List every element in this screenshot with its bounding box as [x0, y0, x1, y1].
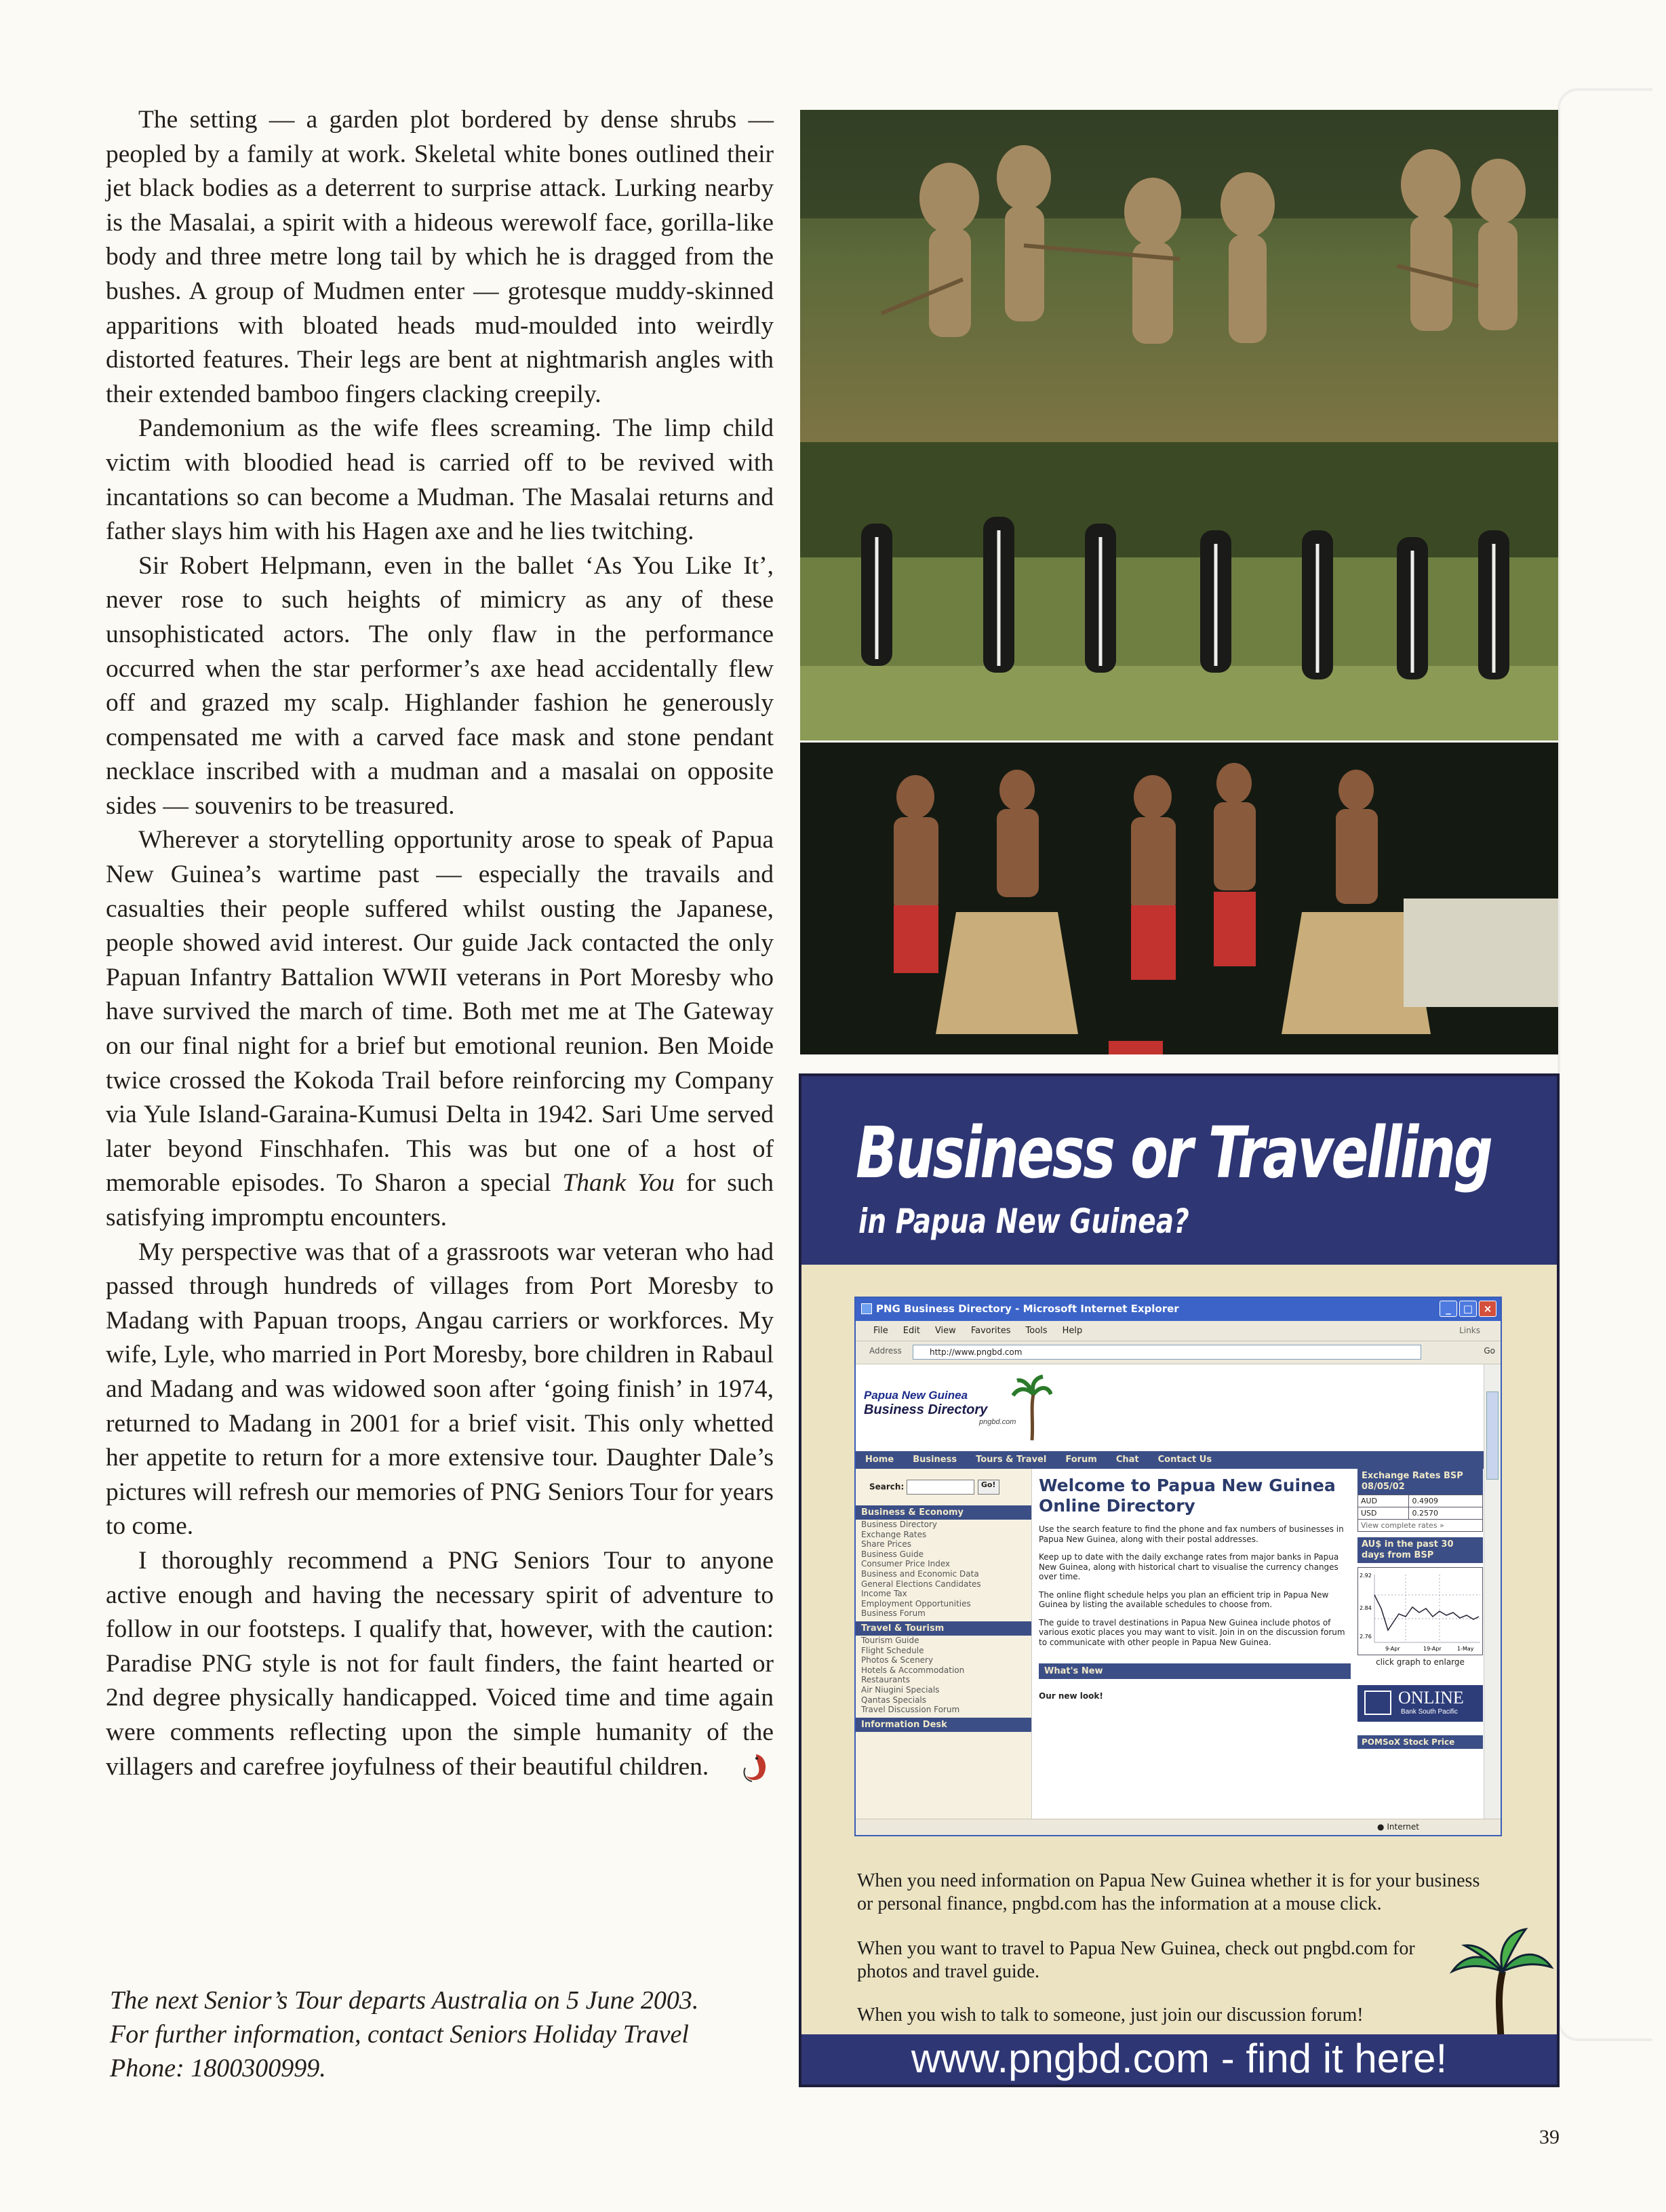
welcome-paragraph: Keep up to date with the daily exchange rates from major banks in Papua New Guinea, along with historical chart to visualise the currency changes over time. — [1039, 1552, 1339, 1581]
mudmen-photo — [800, 110, 1558, 442]
browser-title: PNG Business Directory - Microsoft Internet Explorer — [876, 1303, 1179, 1315]
graph-x-tick: 19-Apr — [1423, 1646, 1442, 1652]
site-right-column — [1357, 1469, 1483, 1749]
sidebar-heading: Information Desk — [856, 1718, 1031, 1732]
welcome-paragraph: Use the search feature to find the phone and fax numbers of businesses in Papua New Guinea, along with their postal addresses. — [1039, 1524, 1344, 1544]
graph-y-tick: 2.76 — [1360, 1634, 1372, 1640]
links-toolbar[interactable]: Links — [1459, 1326, 1480, 1335]
search-go-button[interactable]: Go! — [978, 1480, 999, 1495]
website-page — [856, 1364, 1485, 1823]
online-sub-label: Bank South Pacific — [1401, 1708, 1458, 1716]
table-row — [1358, 1520, 1483, 1532]
article-paragraph: My perspective was that of a grassroots war veteran who had passed through hundreds of villages from Port Moresby to Madang with Papuan troops, Angau carriers or workforces. My wife, Lyle, who married in Port Moresby, bore children in Rabaul and Madang and was widowed soon after ‘going finish’ in 1974, returned to Madang in 2001 for a brief visit. This only whetted her appetite to return for a more extensive tour. Daughter Dale’s pictures will refresh our memories of PNG Seniors Tour for years to come. — [106, 1238, 774, 1541]
palm-tree-icon — [1012, 1374, 1052, 1442]
article-paragraph: Pandemonium as the wife flees screaming. The limp child victim with bloodied head is carried off to be revived with incantations so can become a Mudman. The Masalai returns and father slays him with his Hagen axe and he lies twitching. — [106, 414, 774, 546]
address-bar — [856, 1341, 1501, 1364]
pngbd-advertisement — [799, 1073, 1560, 2087]
nav-home[interactable]: Home — [865, 1455, 894, 1465]
skeleton-dancers-photo — [800, 442, 1558, 740]
close-icon[interactable]: × — [1479, 1301, 1496, 1317]
article-paragraph — [106, 1544, 774, 1784]
sidebar-link[interactable]: Restaurants — [861, 1675, 910, 1685]
sidebar-link[interactable]: Business Guide — [861, 1549, 924, 1559]
sidebar-link[interactable]: Consumer Price Index — [861, 1559, 951, 1569]
sidebar-link[interactable]: Income Tax — [861, 1589, 907, 1599]
menu-view[interactable]: View — [934, 1326, 956, 1336]
nav-tours-travel[interactable]: Tours & Travel — [976, 1455, 1047, 1465]
site-logo[interactable] — [864, 1389, 1016, 1426]
table-row — [1358, 1495, 1483, 1507]
paragraph-text: I thoroughly recommend a PNG Seniors Tour to anyone active enough and having the necessary spirit of adventure to follow in our footsteps. I qualify that, however, with the caution: Paradise PNG style is not for fault finders, the faint hearted or 2nd degree physically handicapped. Voiced time and time again were comments reflecting upon the simple humanity of the villagers and carefree joyfulness of their beautiful children. — [106, 1546, 774, 1781]
welcome-heading: Welcome to Papua New Guinea Online Directory — [1039, 1476, 1336, 1516]
article-paragraph: The setting — a garden plot bordered by dense shrubs — peopled by a family at work. Skeletal white bones outlined their jet black bodies as a deterrent to surprise attack. Lurking nearby is the Masalai, a spirit with a hideous werewolf face, gorilla-like body and three metre long tail by which he is dragged from the bushes. A group of Mudmen enter — grotesque muddy-skinned apparitions with bloated heads mud-moulded into weirdly distorted features. Their legs are bent at nightmarish angles with their extended bamboo fingers clacking creepily. — [106, 106, 774, 408]
page-number: 39 — [1539, 2126, 1560, 2148]
show-through-frame — [1558, 88, 1652, 2041]
sidebar-link[interactable]: Employment Opportunities — [861, 1598, 971, 1608]
tour-info-note — [110, 1983, 774, 2085]
sidebar-link[interactable]: Business Directory — [861, 1520, 938, 1529]
graph-y-tick: 2.84 — [1360, 1605, 1372, 1611]
site-main-content — [1039, 1469, 1351, 1823]
menu-help[interactable]: Help — [1062, 1326, 1083, 1336]
rates-table — [1357, 1495, 1483, 1532]
sidebar-links — [856, 1520, 1031, 1619]
new-look-text[interactable]: Our new look! — [1039, 1691, 1103, 1701]
graph-x-tick: 1-May — [1457, 1646, 1474, 1652]
note-line: Phone: 1800300999. — [110, 2054, 326, 2082]
search-input[interactable] — [907, 1480, 974, 1495]
internet-zone: ● Internet — [1377, 1822, 1419, 1832]
ie-logo-icon — [861, 1303, 872, 1314]
paragraph-text: Wherever a storytelling opportunity arose to speak of Papua New Guinea’s wartime past — especially the travails and casualties their people suffered whilst ousting the Japanese, people showed avid interest. Our guide Jack contacted the only Papuan Infantry Battalion WWII veterans in Port Moresby who have survived the march of time. Both met me at The Gateway on our final night for a brief but emotional reunion. Ben Moide twice crossed the Kokoda Trail before reinforcing my Company via Yule Island-Garaina-Kumusi Delta in 1942. Sari Ume served later beyond Finschhafen. This was but one of a host of memorable episodes. To Sharon a special — [106, 826, 774, 1198]
sidebar-link[interactable]: Tourism Guide — [861, 1635, 919, 1645]
go-button[interactable]: Go — [1484, 1346, 1495, 1356]
site-logo-line: Business Directory — [864, 1402, 988, 1417]
ad-footer-url[interactable]: www.pngbd.com - find it here! — [801, 2034, 1557, 2085]
sidebar-link[interactable]: Photos & Scenery — [861, 1655, 934, 1665]
graph-caption: click graph to enlarge — [1376, 1657, 1465, 1667]
bird-of-paradise-end-icon — [736, 1747, 774, 1785]
sidebar-link[interactable]: Air Niugini Specials — [861, 1684, 940, 1695]
sidebar-link[interactable]: Exchange Rates — [861, 1529, 927, 1539]
ad-copy-paragraph: When you need information on Papua New Guinea whether it is for your business or personal finance, pngbd.com has the information at a mouse click. — [857, 1870, 1480, 1914]
sidebar-heading: Business & Economy — [856, 1505, 1031, 1520]
nav-business[interactable]: Business — [913, 1455, 957, 1465]
browser-statusbar — [856, 1819, 1501, 1835]
note-line: The next Senior’s Tour departs Australia on 5 June 2003. — [110, 1986, 699, 2015]
address-label: Address — [869, 1346, 902, 1356]
welcome-paragraph: The guide to travel destinations in Papua New Guinea include photos of various exotic places you may want to visit. Join in on the discussion forum to communicate with other people in Papua New Guinea. — [1039, 1617, 1345, 1647]
sidebar-link[interactable]: Flight Schedule — [861, 1645, 924, 1655]
maximize-icon[interactable]: □ — [1459, 1301, 1477, 1317]
menu-tools[interactable]: Tools — [1025, 1326, 1048, 1336]
site-sidebar — [856, 1469, 1032, 1823]
nav-chat[interactable]: Chat — [1115, 1455, 1139, 1465]
zone-label: Internet — [1387, 1822, 1419, 1832]
table-row — [1358, 1507, 1483, 1520]
sidebar-link[interactable]: Hotels & Accommodation — [861, 1665, 965, 1675]
minimize-icon[interactable]: _ — [1440, 1301, 1457, 1317]
ad-subtitle: in Papua New Guinea? — [858, 1202, 1189, 1241]
address-input[interactable]: http://www.pngbd.com — [913, 1345, 1421, 1360]
currency-cell: AUD — [1358, 1495, 1409, 1507]
rate-cell: 0.4909 — [1409, 1495, 1483, 1507]
site-nav — [856, 1451, 1485, 1469]
search-label: Search: — [869, 1482, 905, 1492]
window-controls — [1440, 1301, 1496, 1317]
bsp-online-logo[interactable] — [1357, 1685, 1483, 1722]
stock-price-heading: POMSoX Stock Price — [1357, 1735, 1483, 1749]
welcome-paragraph: The online flight schedule helps you plan an efficient trip in Papua New Guinea by listing the available schedules to choose from. — [1039, 1589, 1329, 1609]
browser-titlebar — [856, 1298, 1501, 1321]
sidebar-link[interactable]: General Elections Candidates — [861, 1579, 981, 1589]
ad-copy-paragraph: When you want to travel to Papua New Guinea, check out pngbd.com for photos and travel guide. — [857, 1938, 1415, 1982]
sidebar-link[interactable]: Qantas Specials — [861, 1695, 927, 1705]
ad-title: Business or Travelling — [856, 1111, 1491, 1194]
nav-contact[interactable]: Contact Us — [1157, 1455, 1212, 1465]
menu-edit[interactable]: Edit — [903, 1326, 920, 1336]
sidebar-heading: Travel & Tourism — [856, 1621, 1031, 1636]
currency-graph[interactable] — [1357, 1567, 1483, 1655]
paragraph-text: for such satisfying impromptu encounters. — [106, 1169, 774, 1231]
article-paragraph: Sir Robert Helpmann, even in the ballet ‘As You Like It’, never rose to such heights of mimicry as any of these unsophisticated actors. The only flaw in the performance occurred when the star performer’s axe head accidentally flew off and grazed my scalp. Highlander fashion he generously compensated me with a carved face mask and stone pendant necklace inscribed with a mudman and a masalai on opposite sides — souvenirs to be treasured. — [106, 551, 774, 820]
note-line: For further information, contact Seniors Holiday Travel — [110, 2020, 689, 2049]
browser-window — [854, 1297, 1502, 1836]
browser-menubar — [856, 1321, 1501, 1341]
sidebar-link[interactable]: Share Prices — [861, 1539, 911, 1549]
bsp-mark-icon — [1364, 1691, 1391, 1715]
site-logo-line: pngbd.com — [979, 1418, 1016, 1426]
tribal-band-photo — [800, 743, 1558, 1054]
site-search — [856, 1469, 1031, 1503]
article-paragraph — [106, 823, 774, 1235]
sidebar-link[interactable]: Business and Economic Data — [861, 1568, 979, 1579]
rate-cell: 0.2570 — [1409, 1507, 1483, 1520]
complete-rates-link[interactable]: View complete rates » — [1358, 1520, 1483, 1532]
menu-file[interactable]: File — [873, 1326, 888, 1336]
currency-cell: USD — [1358, 1507, 1409, 1520]
browser-scrollbar[interactable] — [1484, 1364, 1501, 1823]
rates-heading: Exchange Rates BSP 08/05/02 — [1357, 1469, 1483, 1495]
whats-new-heading: What's New — [1039, 1663, 1351, 1679]
menu-favorites[interactable]: Favorites — [970, 1326, 1011, 1336]
article-body — [106, 103, 774, 1785]
ad-copy-paragraph: When you wish to talk to someone, just join our discussion forum! — [857, 2004, 1364, 2026]
ad-header — [801, 1076, 1557, 1265]
thank-you-emphasis: Thank You — [562, 1169, 675, 1198]
nav-forum[interactable]: Forum — [1065, 1455, 1097, 1465]
graph-y-tick: 2.92 — [1360, 1573, 1372, 1579]
sidebar-link[interactable]: Travel Discussion Forum — [861, 1705, 960, 1715]
online-label: ONLINE — [1398, 1688, 1464, 1707]
site-logo-line: Papua New Guinea — [864, 1389, 968, 1402]
sidebar-links — [856, 1636, 1031, 1715]
scroll-thumb[interactable] — [1486, 1391, 1499, 1480]
graph-x-tick: 9-Apr — [1385, 1646, 1400, 1652]
sidebar-link[interactable]: Business Forum — [861, 1608, 926, 1619]
graph-heading: AU$ in the past 30 days from BSP — [1357, 1537, 1483, 1563]
